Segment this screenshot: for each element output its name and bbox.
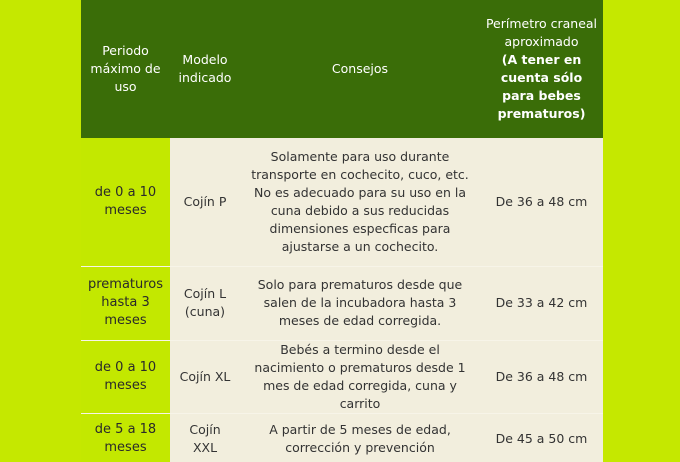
table-row <box>81 138 603 266</box>
row-advice: Solo para prematuros desde que salen de la incubadora hasta 3 meses de edad corregida. <box>240 266 480 340</box>
header-perimeter-label: Perímetro craneal aproximado <box>485 16 598 49</box>
row-perimeter: De 33 a 42 cm <box>480 266 603 340</box>
row-advice: A partir de 5 meses de edad, corrección y prevención <box>240 413 480 462</box>
row-advice: Solamente para uso durante transporte en cochecito, cuco, etc. No es adecuado para su uso en la cuna debido a sus reducidas dimensiones especficas para ajustarse a un cochecito. <box>251 148 469 254</box>
row-perimeter: De 36 a 48 cm <box>495 193 588 209</box>
header-period: Periodo máximo de uso <box>81 0 170 138</box>
row-model: Cojín XXL <box>170 413 240 462</box>
content-panel <box>81 0 603 462</box>
row-period: de 0 a 10 meses <box>81 138 170 266</box>
row-period: prematuros hasta 3 meses <box>81 266 170 340</box>
header-perimeter-note: (A tener en cuenta sólo para bebes prematuros) <box>497 52 586 121</box>
table-body <box>81 138 603 462</box>
header-model: Modelo indicado <box>170 0 240 138</box>
header-perimeter <box>480 0 603 138</box>
table-row <box>81 266 603 340</box>
table-row <box>81 413 603 462</box>
row-model: Cojín XL <box>170 340 240 413</box>
row-model: Cojín L (cuna) <box>170 266 240 340</box>
row-model: Cojín P <box>183 193 227 209</box>
sizes-table <box>81 0 603 462</box>
row-period: de 5 a 18 meses <box>81 413 170 462</box>
row-advice: Bebés a termino desde el nacimiento o prematuros desde 1 mes de edad corregida, cuna y carrito <box>240 340 480 413</box>
header-advice: Consejos <box>240 0 480 138</box>
row-perimeter: De 45 a 50 cm <box>480 413 603 462</box>
table-row <box>81 340 603 413</box>
header-row <box>81 0 603 138</box>
table-header <box>81 0 603 138</box>
row-period: de 0 a 10 meses <box>81 340 170 413</box>
row-perimeter: De 36 a 48 cm <box>480 340 603 413</box>
